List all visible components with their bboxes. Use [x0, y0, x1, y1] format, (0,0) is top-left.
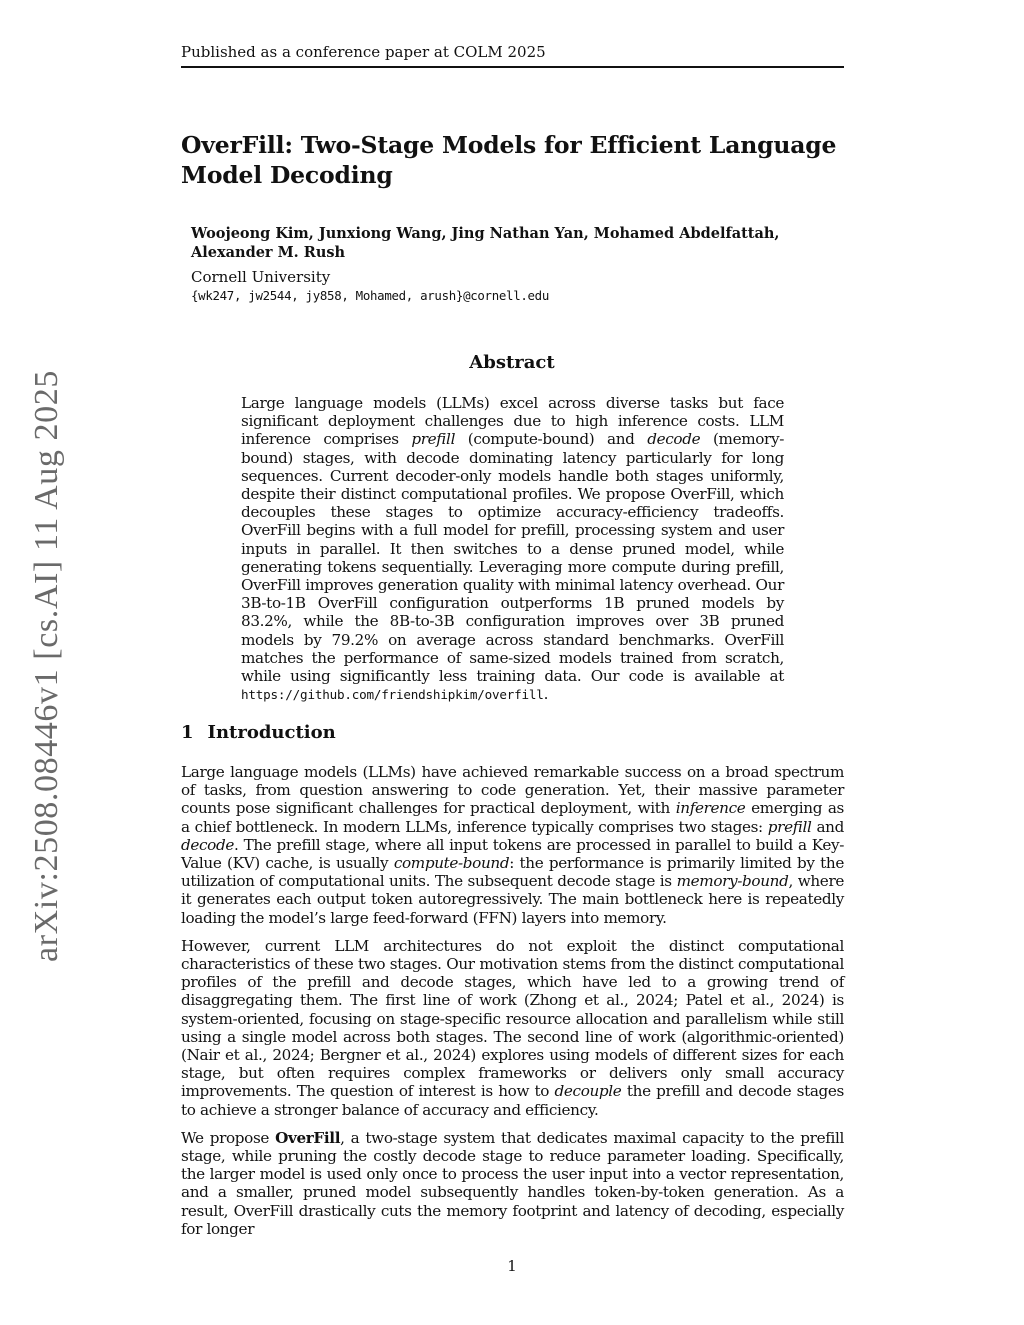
intro-em-decouple: decouple [554, 1082, 622, 1101]
affiliation: Cornell University [191, 268, 331, 286]
author-emails: {wk247, jw2544, jy858, Mohamed, arush}@cornell.edu [191, 288, 549, 303]
intro-paragraph-2 [181, 937, 844, 1119]
paper-title: OverFill: Two-Stage Models for Efficient Language Model Decoding [181, 131, 837, 189]
section-number: 1 [181, 722, 194, 743]
section-title: Introduction [207, 722, 336, 743]
intro-em-compute-bound: compute-bound [393, 854, 510, 873]
code-repository-link[interactable]: https://github.com/friendshipkim/overfill [241, 687, 544, 703]
intro-text-segment: emerging as a chief bottleneck. In modern LLMs, inference typically comprises two stages: [181, 799, 844, 836]
intro-paragraph-1 [181, 763, 844, 927]
intro-text-segment: , a two-stage system that dedicates maximal capacity to the prefill stage, while pruning the costly decode stage to reduce parameter loading. Specifically, the larger model is used only once to process the user input into a vector representation, and a smaller, pruned model subsequently handles token-by-token generation. As a result, OverFill drastically cuts the memory footprint and latency of decoding, especially for longer [181, 1128, 845, 1238]
intro-text-segment: , where it generates each output token autoregressively. The main bottleneck here is repeatedly loading the model’s large feed-forward (FFN) layers into memory. [181, 872, 844, 927]
abstract-text-segment: . [543, 685, 549, 704]
abstract-text [241, 394, 784, 704]
running-header: Published as a conference paper at COLM 2025 [181, 42, 844, 68]
arxiv-identifier: arXiv:2508.08446v1 [cs.AI] 11 Aug 2025 [28, 370, 65, 962]
abstract-em-prefill: prefill [411, 430, 456, 449]
page-number: 1 [507, 1257, 517, 1275]
intro-text-segment: Large language models (LLMs) have achieved remarkable success on a broad spectrum of tasks, from question answering to code generation. Yet, their massive parameter counts pose significant challenges for practical deployment, with [181, 763, 844, 818]
intro-em-prefill: prefill [767, 817, 812, 836]
abstract-text-segment: Large language models (LLMs) excel across diverse tasks but face significant deployment challenges due to high inference costs. LLM inference comprises [241, 394, 784, 449]
intro-text-segment: We propose [181, 1128, 276, 1147]
arxiv-sidebar [27, 372, 67, 960]
intro-paragraph-3 [181, 1129, 844, 1238]
abstract-text-segment: (compute-bound) and [455, 430, 648, 449]
abstract-heading: Abstract [469, 352, 555, 373]
intro-text-segment: and [811, 817, 844, 836]
abstract-text-segment: (memory-bound) stages, with decode dominating latency particularly for long sequences. Current decoder-only models handle both stages uniformly, despite their distinct computational profiles. We propose OverFill, which decouples these stages to optimize accuracy-efficiency tradeoffs. OverFill begins with a full model for prefill, processing system and user inputs in parallel. It then switches to a dense pruned model, while generating tokens sequentially. Leveraging more compute during prefill, OverFill improves generation quality with minimal latency overhead. Our 3B-to-1B OverFill configuration outperforms 1B pruned models by 83.2%, while the 8B-to-3B configuration improves over 3B pruned models by 79.2% on average across standard benchmarks. OverFill matches the performance of same-sized models trained from scratch, while using significantly less training data. Our code is available at [241, 430, 784, 686]
intro-em-inference: inference [675, 799, 746, 818]
intro-text-segment: . The prefill stage, where all input tokens are processed in parallel to build a Key-Value (KV) cache, is usually [181, 835, 844, 873]
introduction-body [181, 763, 844, 1248]
author-list: Woojeong Kim, Junxiong Wang, Jing Nathan Yan, Mohamed Abdelfattah, Alexander M. Rush [191, 225, 780, 261]
section-heading-introduction [181, 721, 336, 745]
intro-text-segment: the prefill and decode stages to achieve a stronger balance of accuracy and efficiency. [181, 1082, 845, 1119]
intro-em-memory-bound: memory-bound [676, 872, 789, 891]
abstract-em-decode: decode [647, 430, 701, 449]
intro-text-segment: However, current LLM architectures do not exploit the distinct computational characteristics of these two stages. Our motivation stems from the distinct computational profiles of the prefill and decode stages, which have led to a growing trend of disaggregating them. The first line of work (Zhong et al., 2024; Patel et al., 2024) is system-oriented, focusing on stage-specific resource allocation and parallelism while still using a single model across both stages. The second line of work (algorithmic-oriented) (Nair et al., 2024; Bergner et al., 2024) explores using models of different sizes for each stage, but often requires complex frameworks or delivers only small accuracy improvements. The question of interest is how to [181, 936, 844, 1101]
intro-text-segment: : the performance is primarily limited by the utilization of computational units. The subsequent decode stage is [181, 854, 844, 891]
intro-strong-overfill: OverFill [275, 1128, 341, 1147]
intro-em-decode: decode [181, 835, 234, 854]
